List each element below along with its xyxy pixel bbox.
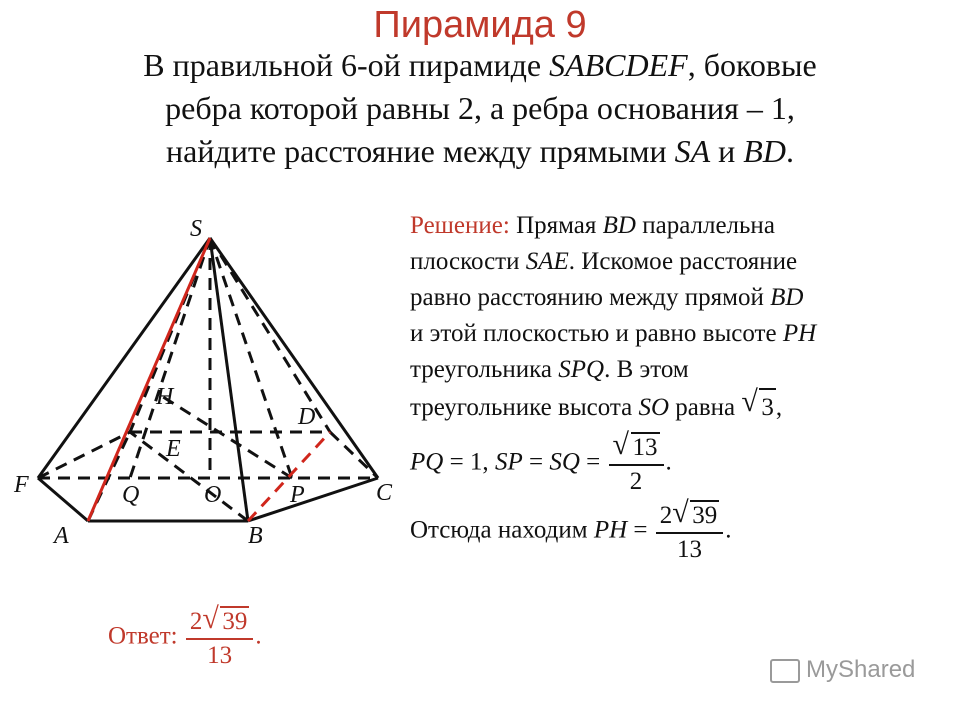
text: найдите расстояние между прямыми: [166, 133, 675, 169]
problem-line-3: [40, 130, 920, 173]
coefficient: 2: [659, 502, 673, 529]
solution-text: [410, 208, 950, 426]
answer: [108, 602, 262, 670]
sqrt-expression: [202, 602, 249, 636]
radical-sign: √: [741, 385, 758, 418]
pyramid-name: SABCDEF: [549, 47, 688, 83]
text: плоскости: [410, 248, 526, 275]
label-H: H: [156, 384, 174, 410]
solution-line-6: [410, 385, 950, 426]
fraction-bar: [609, 464, 664, 466]
label-D: D: [298, 404, 316, 430]
pyramid-figure: [0, 200, 400, 560]
text: треугольнике высота: [410, 394, 639, 421]
label-C: C: [376, 480, 393, 506]
text: =: [627, 516, 648, 544]
answer-fraction: [186, 602, 254, 670]
logo-text: MyShared: [806, 656, 916, 683]
label-F: F: [14, 472, 29, 498]
segment-name: SO: [638, 394, 670, 421]
label-B: B: [248, 523, 263, 549]
text: равно расстоянию между прямой: [410, 284, 771, 311]
line-name: BD: [770, 284, 804, 311]
coefficient: 2: [189, 608, 203, 635]
fraction-numerator: [609, 428, 664, 462]
equation-ph: [410, 496, 732, 564]
text: ,: [775, 394, 783, 421]
slide-title: Пирамида 9: [373, 4, 587, 46]
label-A: A: [54, 523, 69, 549]
line-SP: [210, 238, 292, 478]
fraction-denominator: 13: [207, 642, 233, 669]
solution-line-3: [410, 280, 950, 316]
text: .: [665, 448, 672, 476]
radicand: 39: [692, 502, 718, 529]
segment-name: PH: [782, 320, 817, 347]
radicand: 13: [632, 434, 658, 461]
text: . Искомое расстояние: [568, 248, 798, 275]
label-Q: Q: [122, 482, 140, 508]
myshared-logo: [770, 656, 915, 684]
solution-line-4: [410, 316, 950, 352]
problem-line-2: ребра которой равны 2, а ребра основания – 1,: [165, 90, 795, 126]
segment-name: PQ: [410, 448, 444, 476]
fraction-bar: [186, 638, 254, 640]
radicand: 39: [222, 608, 248, 635]
text: . В этом: [604, 356, 689, 383]
problem-line-1: [40, 44, 920, 87]
sqrt-expression: [612, 428, 660, 462]
line-name: SA: [674, 133, 711, 169]
radical-sign: √: [672, 496, 689, 529]
fraction-2sqrt39-over-13: [656, 496, 724, 564]
answer-label: Ответ:: [108, 622, 178, 650]
radical-sign: √: [612, 428, 629, 461]
label-E: E: [166, 436, 181, 462]
fraction-denominator: 13: [677, 536, 703, 563]
edge-DC: [330, 432, 378, 478]
label-S: S: [190, 216, 202, 242]
label-P: P: [290, 482, 305, 508]
text: равна: [669, 394, 742, 421]
solution-line-5: [410, 352, 950, 388]
solution-line-2: [410, 244, 950, 280]
fraction-bar: [656, 532, 724, 534]
text: , боковые: [687, 47, 817, 83]
text: Прямая: [509, 212, 603, 239]
solution-label: Решение:: [410, 212, 510, 239]
text: и этой плоскостью и равно высоте: [410, 320, 783, 347]
text: и: [710, 133, 744, 169]
edge-FA: [38, 478, 88, 521]
text: .: [725, 516, 732, 544]
text: треугольника: [410, 356, 559, 383]
line-name: BD: [743, 133, 786, 169]
radicand: 3: [759, 388, 776, 426]
sqrt-expression: [741, 385, 776, 426]
sqrt-expression: [672, 496, 719, 530]
segment-name: SQ: [549, 448, 580, 476]
fraction-numerator: [656, 496, 724, 530]
edge-SD: [210, 238, 330, 432]
presentation-icon: [770, 659, 800, 683]
fraction-sqrt13-over-2: [609, 428, 664, 496]
text: В правильной 6-ой пирамиде: [143, 47, 550, 83]
solution-line-1: [410, 208, 950, 244]
radical-sign: √: [202, 602, 219, 635]
line-name: BD: [602, 212, 636, 239]
equation-pq-sp: [410, 428, 672, 496]
text: =: [522, 448, 550, 476]
triangle-name: SPQ: [558, 356, 605, 383]
segment-name: SP: [494, 448, 523, 476]
text: Отсюда находим: [410, 516, 594, 544]
text: = 1,: [443, 448, 495, 476]
text: =: [579, 448, 601, 476]
fraction-denominator: 2: [629, 468, 643, 495]
fraction-numerator: [186, 602, 254, 636]
label-O: O: [204, 482, 222, 508]
text: .: [255, 622, 262, 650]
problem-statement: [40, 44, 920, 173]
plane-name: SAE: [525, 248, 569, 275]
text: .: [785, 133, 794, 169]
segment-name: PH: [593, 516, 628, 544]
text: параллельна: [635, 212, 775, 239]
